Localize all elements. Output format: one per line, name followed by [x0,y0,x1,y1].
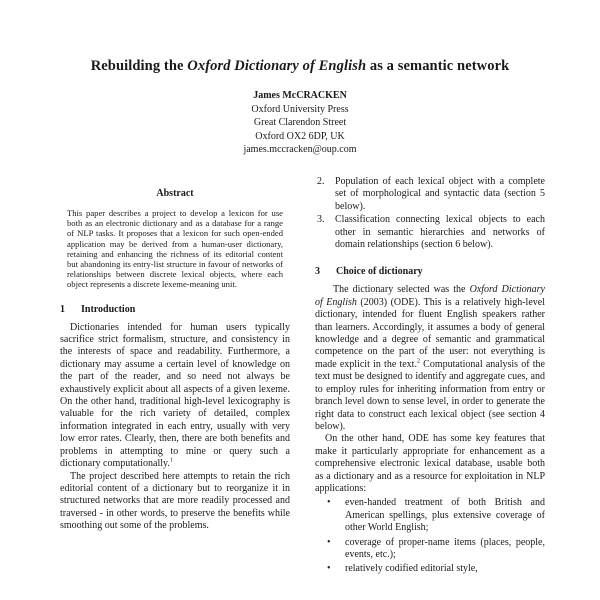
title-pre: Rebuilding the [90,58,188,74]
bullet-mark: • [327,536,331,548]
bullet-text: even-handed treatment of both British and American spellings, plus extensive coverage of other World English; [345,497,545,534]
section-1-number: 1 [60,303,65,315]
section-1-title: Introduction [81,303,136,315]
author-block [0,89,600,157]
right-column [315,176,545,579]
section-1-p1-text: Dictionaries intended for human users typically sacrifice strict formalism, structure, and consistency in the interests of space and readability. Furthermore, a dictionary may assume a certain level of knowledge on the part of the reader, and so need not always be exhaustively explicit about all aspects of a given lexeme. On the other hand, traditional high-level lexicography is valuable for the rich variety of detailed, complex information integrated in each entry, usually with very low error rates. Clearly, then, there are both benefits and problems in attempting to mine or query such a dictionary computationally. [60,321,290,470]
list-item [315,176,545,213]
section-3-title: Choice of dictionary [336,266,423,278]
list-item-text: Classification connecting lexical objects to each other in semantic hierarchies and networks of domain relationships (section 6 below). [335,214,545,251]
bullet-text: coverage of proper-name items (places, people, events, etc.); [345,536,545,560]
section-3-p1-b: (2003) (ODE). This is a relatively high-level dictionary, intended for fluent English speakers rather than learners. Accordingly, it assumes a body of general knowledge and a degree of semantic and grammatical competence on the part of the user: not everything is made explicit in the text. [315,296,545,370]
section-3-paragraph-1 [315,284,545,433]
section-3-p1-a: The dictionary selected was the [333,284,470,296]
author-name: James McCRACKEN [253,90,347,101]
bullet-item [315,497,545,534]
section-3-p1-c: Computational analysis of the text must be designed to identify and aggregate cues, and to employ rules for inheriting information from entry or branch level down to sense level, in order to generate the right data to construct each lexical object (see section 4 below). [315,358,545,432]
paper-title [0,58,600,75]
numbered-list [315,176,545,251]
section-3-p1-italic: Oxford Dictionary of English [315,284,545,308]
author-org: Oxford University Press [251,103,349,115]
footnote-1-marker: 1 [169,457,173,464]
author-city: Oxford OX2 6DP, UK [255,130,345,142]
section-1-heading [60,304,290,315]
bullet-mark: • [327,497,331,509]
section-1-paragraph-2: The project described here attempts to retain the rich editorial content of a dictionary but to reorganize it in structured networks that are more readily processed and traversed - in other words, to preserve the benefits while smoothing out some of the problems. [60,470,290,532]
footnote-2-marker: 2 [416,358,420,365]
author-email: james.mccracken@oup.com [243,144,357,156]
bullet-text: relatively codified editorial style, [345,563,478,575]
title-italic: Oxford Dictionary of English [187,58,367,74]
bullet-mark: • [327,563,331,575]
list-item-number: 3. [317,214,325,226]
abstract-text: This paper describes a project to develop a lexicon for use both as an electronic dictionary and as a database for a range of NLP tasks. It proposes that a lexicon for such open-ended application may be derived from a human-user dictionary, retaining and enhancing the richness of its editorial content but abandoning its entry-list structure in favour of networks of relationships between discrete lexical objects, where each object represents a discrete lexeme-meaning unit. [67,208,283,290]
abstract-heading: Abstract [156,188,194,199]
list-item [315,214,545,251]
title-post: as a semantic network [366,58,510,74]
bullet-item [315,563,545,577]
list-item-text: Population of each lexical object with a complete set of morphological and syntactic data (section 5 below). [335,176,545,212]
section-3-number: 3 [315,266,320,278]
author-street: Great Clarendon Street [253,117,347,129]
left-column [60,188,290,533]
bullet-item [315,537,545,562]
section-3-paragraph-2: On the other hand, ODE has some key features that make it particularly appropriate for enhancement as a comprehensive electronic lexical database, usable both as a dictionary and as a resource for exploitation in NLP applications: [315,433,545,494]
feature-bullets [315,497,545,577]
section-3-heading [315,266,545,277]
list-item-number: 2. [317,176,325,187]
section-1-paragraph-1 [60,322,290,471]
